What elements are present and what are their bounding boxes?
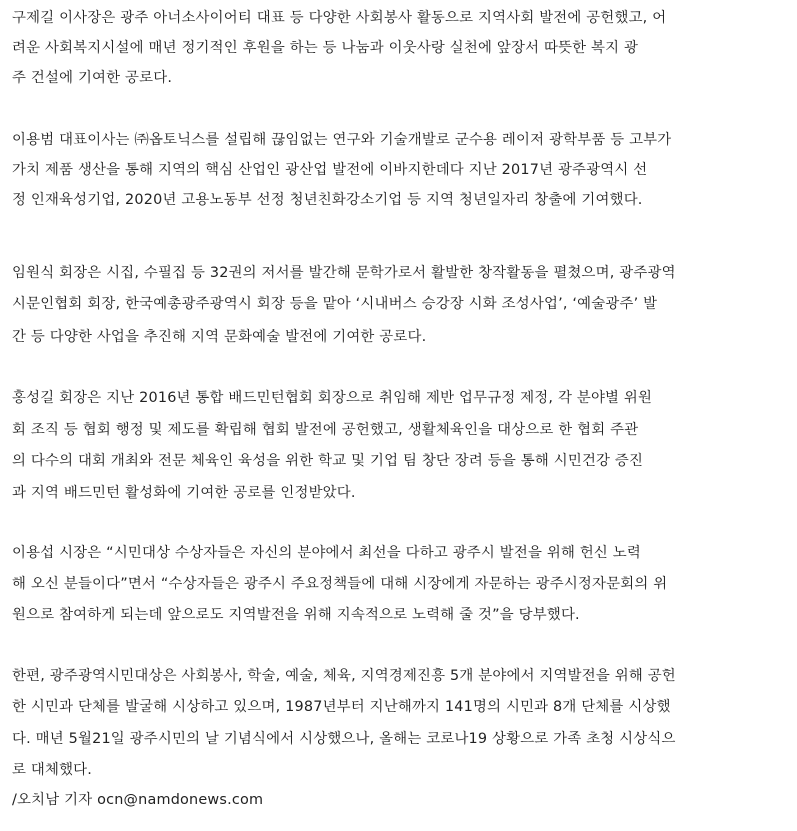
text-line: 홍성길 회장은 지난 2016년 통합 배드민턴협회 회장으로 취임해 제반 업무규정 제정, 각 분야별 위원 [12, 390, 653, 406]
text-line: 구제길 이사장은 광주 아너소사이어티 대표 등 다양한 사회봉사 활동으로 지역사회 발전에 공헌했고, 어 [12, 10, 667, 26]
text-line: 이용섭 시장은 “시민대상 수상자들은 자신의 분야에서 최선을 다하고 광주시 발전을 위해 헌신 노력 [12, 545, 642, 561]
text-line: 의 다수의 대회 개최와 전문 체육인 육성을 위한 학교 및 기업 팀 창단 장려 등을 통해 시민건강 증진 [12, 453, 644, 469]
text-line: 다. 매년 5월21일 광주시민의 날 기념식에서 시상했으나, 올해는 코로나19 상황으로 가족 초청 시상식으 [12, 731, 676, 747]
text-line: 가치 제품 생산을 통해 지역의 핵심 산업인 광산업 발전에 이바지한데다 지난 2017년 광주광역시 선 [12, 162, 648, 178]
text-line: 간 등 다양한 사업을 추진해 지역 문화예술 발전에 기여한 공로다. [12, 329, 427, 345]
text-line: 원으로 참여하게 되는데 앞으로도 지역발전을 위해 지속적으로 노력해 줄 것”을 당부했다. [12, 607, 580, 623]
byline: /오치남 기자 ocn@namdonews.com [12, 792, 264, 808]
text-line: 과 지역 배드민턴 활성화에 기여한 공로를 인정받았다. [12, 485, 356, 501]
text-line: 회 조직 등 협회 행정 및 제도를 확립해 협회 발전에 공헌했고, 생활체육인을 대상으로 한 협회 주관 [12, 422, 639, 438]
text-line: 해 오신 분들이다”면서 “수상자들은 광주시 주요정책들에 대해 시장에게 자문하는 광주시정자문회의 위 [12, 576, 668, 592]
text-line: 임원식 회장은 시집, 수필집 등 32권의 저서를 발간해 문학가로서 활발한 창작활동을 펼쳤으며, 광주광역 [12, 265, 676, 281]
text-line: 한편, 광주광역시민대상은 사회봉사, 학술, 예술, 체육, 지역경제진흥 5개 분야에서 지역발전을 위해 공헌 [12, 668, 676, 684]
text-line: 려운 사회복지시설에 매년 정기적인 후원을 하는 등 나눔과 이웃사랑 실천에 앞장서 따뜻한 복지 광 [12, 40, 639, 56]
text-line: 시문인협회 회장, 한국예총광주광역시 회장 등을 맡아 ‘시내버스 승강장 시화 조성사업’, ‘예술광주’ 발 [12, 296, 658, 312]
text-line: 이용범 대표이사는 ㈜옵토닉스를 설립해 끊임없는 연구와 기술개발로 군수용 레이저 광학부품 등 고부가 [12, 132, 672, 148]
text-line: 정 인재육성기업, 2020년 고용노동부 선정 청년친화강소기업 등 지역 청년일자리 창출에 기여했다. [12, 192, 643, 208]
text-line: 로 대체했다. [12, 762, 93, 778]
text-line: 한 시민과 단체를 발굴해 시상하고 있으며, 1987년부터 지난해까지 141명의 시민과 8개 단체를 시상했 [12, 699, 671, 715]
text-line: 주 건설에 기여한 공로다. [12, 70, 173, 86]
